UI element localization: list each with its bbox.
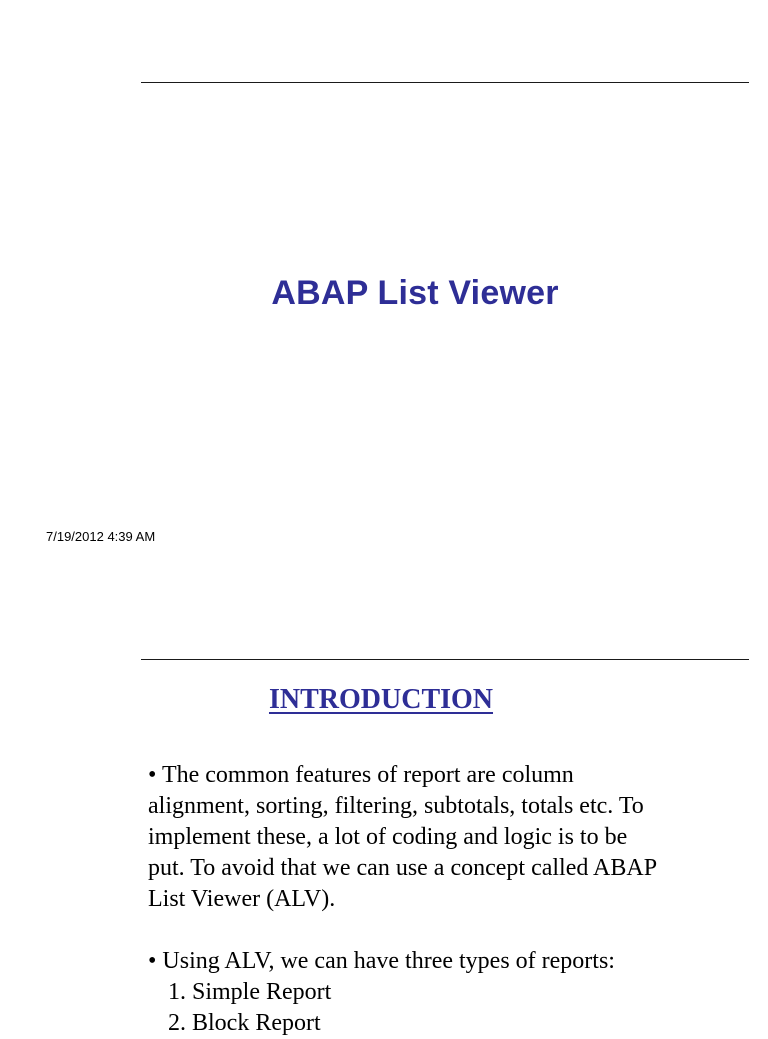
slide-introduction: [0, 560, 768, 1036]
report-types-list: [148, 977, 668, 1039]
report-types-paragraph: • Using ALV, we can have three types of reports:: [148, 948, 615, 974]
slide-title: ABAP List Viewer: [271, 274, 559, 312]
slide-body: [148, 760, 668, 1039]
top-rule: [141, 82, 749, 83]
intro-paragraph: • The common features of report are column alignment, sorting, filtering, subtotals, totals etc. To implement these, a lot of coding and logic is to be put. To avoid that we can use a concept called ABAP List Viewer (ALV).: [148, 762, 657, 912]
section-heading: INTRODUCTION: [268, 684, 494, 715]
top-rule: [141, 659, 749, 660]
list-item: 2. Block Report: [168, 1010, 321, 1036]
list-item: 1. Simple Report: [168, 979, 332, 1005]
slide-timestamp: 7/19/2012 4:39 AM: [46, 529, 156, 544]
